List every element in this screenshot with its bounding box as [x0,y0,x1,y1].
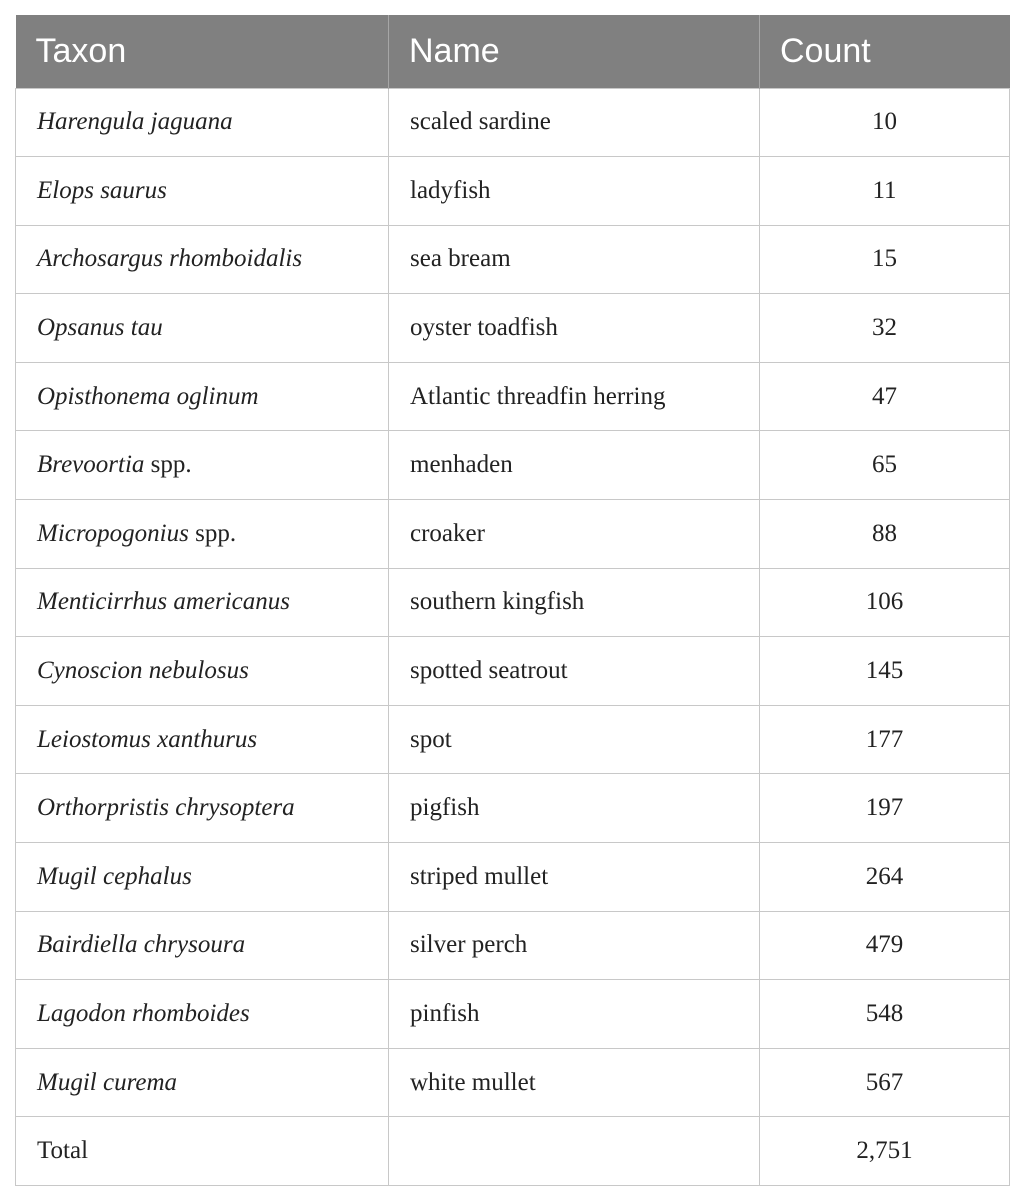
taxon-cell [16,1048,389,1117]
table-row [16,88,1010,157]
common-name-cell: menhaden [389,431,760,500]
taxon-italic: Menticirrhus americanus [37,588,290,616]
count-cell: 32 [760,294,1010,363]
taxon-suffix: spp. [144,451,192,479]
count-cell: 88 [760,500,1010,569]
taxon-cell [16,362,389,431]
table-row [16,637,1010,706]
count-cell: 145 [760,637,1010,706]
common-name-cell: croaker [389,500,760,569]
taxon-cell [16,88,389,157]
taxon-italic: Mugil curema [37,1068,178,1096]
common-name-cell: spot [389,705,760,774]
taxon-italic: Lagodon rhomboides [37,1000,250,1028]
header-count: Count [760,15,1010,88]
taxon-cell [16,157,389,226]
taxon-italic: Orthorpristis chrysoptera [37,794,295,822]
table-row [16,500,1010,569]
table-row [16,911,1010,980]
common-name-cell: sea bream [389,225,760,294]
taxon-italic: Micropogonius [37,519,189,547]
common-name-cell: oyster toadfish [389,294,760,363]
table-header [16,15,1010,88]
total-row [16,1117,1010,1186]
count-cell: 65 [760,431,1010,500]
taxon-cell [16,705,389,774]
common-name-cell: white mullet [389,1048,760,1117]
species-count-table-container [15,15,1009,1186]
table-row [16,980,1010,1049]
common-name-cell: silver perch [389,911,760,980]
total-name-cell [389,1117,760,1186]
table-row [16,431,1010,500]
count-cell: 177 [760,705,1010,774]
common-name-cell: ladyfish [389,157,760,226]
taxon-italic: Mugil cephalus [37,862,192,890]
taxon-italic: Archosargus rhomboidalis [37,245,303,273]
common-name-cell: Atlantic threadfin herring [389,362,760,431]
taxon-italic: Elops saurus [37,176,167,204]
taxon-cell [16,225,389,294]
taxon-cell [16,294,389,363]
table-row [16,843,1010,912]
count-cell: 567 [760,1048,1010,1117]
common-name-cell: scaled sardine [389,88,760,157]
count-cell: 15 [760,225,1010,294]
taxon-italic: Cynoscion nebulosus [37,657,249,685]
table-row [16,1048,1010,1117]
taxon-italic: Opsanus tau [37,314,163,342]
count-cell: 47 [760,362,1010,431]
header-row [16,15,1010,88]
header-name: Name [389,15,760,88]
taxon-cell [16,568,389,637]
count-cell: 197 [760,774,1010,843]
taxon-cell [16,911,389,980]
table-row [16,568,1010,637]
taxon-italic: Leiostomus xanthurus [37,725,258,753]
count-cell: 106 [760,568,1010,637]
taxon-cell [16,774,389,843]
taxon-italic: Harengula jaguana [37,108,233,136]
species-count-table [15,15,1010,1186]
taxon-cell [16,431,389,500]
count-cell: 11 [760,157,1010,226]
taxon-italic: Bairdiella chrysoura [37,931,246,959]
taxon-italic: Brevoortia [37,451,145,479]
table-row [16,157,1010,226]
common-name-cell: southern kingfish [389,568,760,637]
common-name-cell: striped mullet [389,843,760,912]
taxon-cell [16,980,389,1049]
common-name-cell: pigfish [389,774,760,843]
header-taxon: Taxon [16,15,389,88]
taxon-italic: Opisthonema oglinum [37,382,259,410]
table-row [16,362,1010,431]
table-body [16,88,1010,1186]
total-label-cell: Total [16,1117,389,1186]
table-row [16,774,1010,843]
taxon-cell [16,637,389,706]
common-name-cell: spotted seatrout [389,637,760,706]
taxon-suffix: spp. [188,519,237,547]
table-row [16,705,1010,774]
taxon-cell [16,843,389,912]
count-cell: 264 [760,843,1010,912]
count-cell: 479 [760,911,1010,980]
table-row [16,294,1010,363]
count-cell: 10 [760,88,1010,157]
table-row [16,225,1010,294]
total-count-cell: 2,751 [760,1117,1010,1186]
taxon-cell [16,500,389,569]
count-cell: 548 [760,980,1010,1049]
common-name-cell: pinfish [389,980,760,1049]
